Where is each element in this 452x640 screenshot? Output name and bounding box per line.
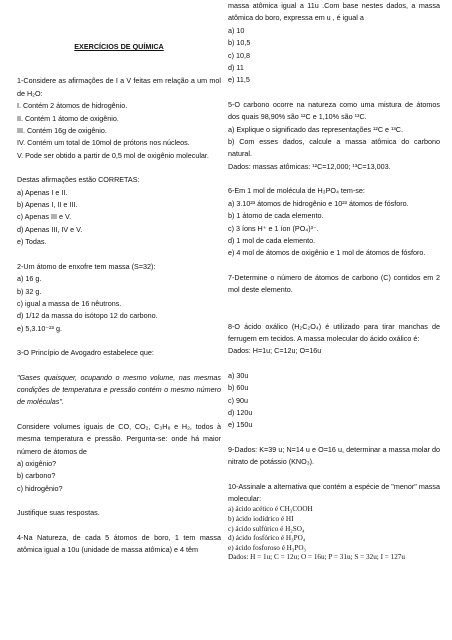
q6-option: b) 1 átomo de cada elemento. [228,211,324,221]
q1-option: d) Apenas III, IV e V. [17,224,83,234]
q1-statement: IV. Contém um total de 10mol de prótons nos núcleos. [17,138,190,148]
q10-option: e) ácido fosforoso é H₃PO₃ [228,543,307,552]
q5-stem: 5-O carbono ocorre na natureza como uma mistura de átomos dos quais 98,90% são ¹²C e 1,10% são ¹³C. [228,99,440,122]
q8-option: e) 150u [228,420,253,430]
q8-option: c) 90u [228,395,248,405]
q10-option: d) ácido fosfórico é H₃PO₄ [228,534,306,543]
q8-stem: 8-O ácido oxálico (H₂C₂O₄) é utilizado para tirar manchas de ferrugem em tecidos. A massa molecular do ácido oxálico é: [228,321,440,343]
q3-option: b) carbono? [17,471,56,481]
q2-option: c) igual a massa de 16 nêutrons. [17,298,122,308]
q2-stem: 2-Um átomo de enxofre tem massa (S=32): [17,261,156,271]
q1-option: c) Apenas III e V. [17,212,72,222]
q4-option: b) 10,5 [228,38,251,48]
q1-statement: I. Contém 2 átomos de hidrogênio. [17,101,128,111]
q4-option: e) 11,5 [228,75,250,85]
q1-option: b) Apenas I, II e III. [17,200,78,210]
q2-option: e) 5,3.10⁻²³ g. [17,323,62,333]
q1-stem: 1-Considere as afirmações de I a V feitas em relação a um mol de H₂O: [17,76,221,98]
q2-option: a) 16 g. [17,274,42,284]
q5-data: Dados: massas atômicas: ¹²C=12,000; ¹³C=13,003. [228,161,391,171]
q8-data: Dados: H=1u; C=12u; O=16u [228,346,322,356]
q8-option: b) 60u [228,383,249,393]
q10-data: Dados: H = 1u; C = 12u; O = 16u; P = 31u; S = 32u; I = 127u [228,553,405,562]
q10-option: c) ácido sulfúrico é H₂SO₄ [228,524,305,533]
q4-option: d) 11 [228,63,244,73]
q6-option: a) 3.10²³ átomos de hidrogênio e 10²³ átomos de fósforo. [228,198,409,208]
q1-statement: V. Pode ser obtido a partir de 0,5 mol de oxigênio molecular. [17,150,209,160]
q5-item: b) Com esses dados, calcule a massa atômica do carbono natural. [228,137,440,159]
q3-closing: Justifique suas respostas. [17,508,100,518]
q5-item: a) Explique o significado das representações ¹²C e ¹³C. [228,124,403,134]
q8-option: d) 120u [228,407,253,417]
right-column [228,0,440,563]
q2-option: b) 32 g. [17,286,42,296]
q10-option: b) ácido iodídrico é HI [228,515,294,523]
page-title: EXERCÍCIOS DE QUÍMICA [74,42,164,51]
q9-stem: 9-Dados: K=39 u; N=14 u e O=16 u, determinar a massa molar do nitrato de potássio (KNO₃). [228,444,440,467]
q3-option: c) hidrogênio? [17,483,63,493]
q4-stem: 4-Na Natureza, de cada 5 átomos de boro, 1 tem massa atômica igual a 10u (unidade de massa atômica) e 4 têm [17,532,221,554]
q7-stem: 7-Determine o número de átomos de carbono (C) contidos em 2 mol deste elemento. [228,272,440,295]
q4-continuation: massa atômica igual a 11u .Com base nestes dados, a massa atômica do boro, expressa em u , é igual a [228,1,440,23]
q1-option: a) Apenas I e II. [17,187,68,197]
left-column [17,0,221,556]
q6-option: c) 3 íons H⁺ e 1 íon (PO₄)³⁻. [228,223,319,233]
q8-option: a) 30u [228,370,249,380]
q2-option: d) 1/12 da massa do isótopo 12 do carbono. [17,311,158,321]
q1-prompt: Destas afirmações estão CORRETAS: [17,175,140,185]
q3-option: a) oxigênio? [17,458,57,468]
q6-stem: 6-Em 1 mol de molécula de H₃PO₄ tem-se: [228,186,365,196]
q10-option: a) ácido acético é CH₃COOH [228,505,313,514]
q1-option: e) Todas. [17,237,47,247]
q3-quote: "Gases quaisquer, ocupando o mesmo volume, nas mesmas condições de temperatura e pressão contém o mesmo número de moléculas". [17,372,221,407]
q4-option: c) 10,8 [228,50,250,60]
q6-option: d) 1 mol de cada elemento. [228,235,316,245]
q10-stem: 10-Assinale a alternativa que contém a espécie de "menor" massa molecular: [228,481,440,503]
q1-statement: III. Contém 16g de oxigênio. [17,126,107,136]
q3-stem: 3-O Princípio de Avogadro estabelece que: [17,348,154,358]
q3-body: Considere volumes iguais de CO, CO₂, C₃H₈ e H₂, todos à mesma temperatura e pressão. Pergunta-se: onde há maior número de átomos de [17,421,221,456]
q6-option: e) 4 mol de átomos de oxigênio e 1 mol de átomos de fósforo. [228,248,426,258]
q1-statement: II. Contém 1 átomo de oxigênio. [17,113,119,123]
q4-option: a) 10 [228,25,245,35]
